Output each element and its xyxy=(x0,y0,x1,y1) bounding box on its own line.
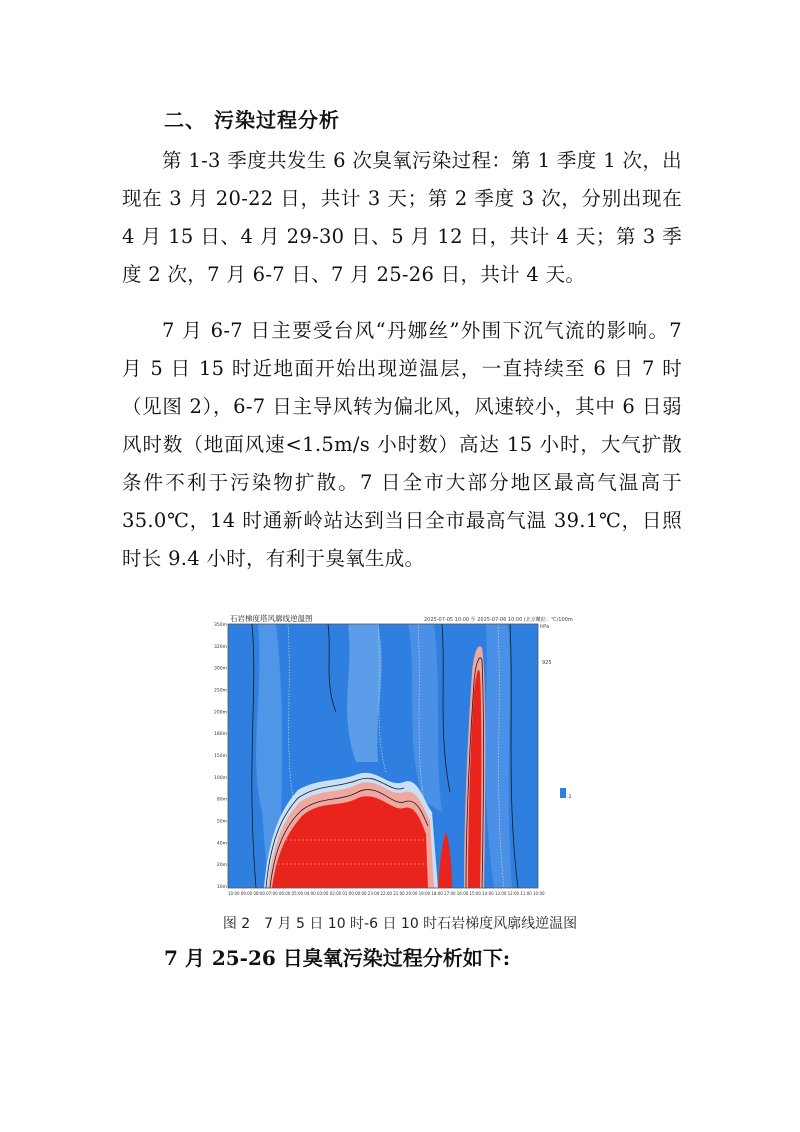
y-tick-label: 350m xyxy=(214,623,227,628)
x-tick-label: 08:00 xyxy=(253,891,265,896)
x-tick-label: 17:00 xyxy=(444,891,456,896)
section-heading: 二、 污染过程分析 xyxy=(164,108,340,132)
x-tick-label: 14:00 xyxy=(482,891,494,896)
plot-area xyxy=(228,624,538,888)
x-axis xyxy=(228,891,545,896)
y-tick-label: 100m xyxy=(214,775,227,781)
x-tick-label: 01:00 xyxy=(342,891,354,896)
y-tick-label: 50m xyxy=(216,819,227,825)
legend-label: -2 xyxy=(567,795,572,800)
x-tick-label: 18:00 xyxy=(431,891,443,896)
y-tick-label: 80m xyxy=(216,797,227,803)
x-tick-label: 13:00 xyxy=(494,891,507,896)
x-tick-label: 23:00 xyxy=(367,891,380,896)
y-tick-label: 320m xyxy=(214,644,227,650)
figure-caption: 图 2 7 月 5 日 10 时-6 日 10 时石岩梯度风廓线逆温图 xyxy=(222,916,578,932)
x-tick-label: 20:00 xyxy=(405,891,418,896)
x-tick-label: 19:00 xyxy=(418,891,431,896)
paragraph-july-analysis: 7 月 6-7 日主要受台风“丹娜丝”外围下沉气流的影响。7 月 5 日 15 时近地面开始出现逆温层，一直持续至 6 日 7 时（见图 2），6-7 日主导风转为偏北风，风速较小，其中 6 日弱风时数（地面风速<1.5m/s 小时数）高达 15 小时，大气扩散条件不利于污染物扩散。7 日全市大部分地区最高气温高于 35.0℃，14 时通新岭站达到当日全市最高气温 39.1℃，日照时长 9.4 小时，有利于臭氧生成。 xyxy=(122,319,682,570)
x-tick-label: 03:00 xyxy=(316,891,329,896)
x-tick-label: 00:00 xyxy=(355,891,367,896)
x-tick-label: 10:00 xyxy=(533,891,545,896)
x-tick-label: 06:00 xyxy=(278,891,291,896)
figure-unit: 单位：℃/100m xyxy=(536,617,573,623)
figure-title: 石岩梯度塔风廓线逆温图 xyxy=(230,614,313,623)
y-tick-label: 300m xyxy=(214,666,227,672)
figure-time-range: 2025-07-05 10:00 至 2025-07-06 10:00 (北京时) xyxy=(424,617,543,623)
x-tick-label: 16:00 xyxy=(456,891,469,896)
y-tick-label: 250m xyxy=(214,688,227,694)
y-tick-label: 200m xyxy=(214,710,227,716)
paragraph-pollution-summary: 第 1-3 季度共发生 6 次臭氧污染过程：第 1 季度 1 次，出现在 3 月 20-22 日，共计 3 天；第 2 季度 3 次，分别出现在 4 月 15 日、4 月 29-30 日、5 月 12 日，共计 4 天；第 3 季度 2 次，7 月 6-7 日、7 月 25-26 日，共计 4 天。 xyxy=(122,149,682,286)
sub-heading: 7 月 25-26 日臭氧污染过程分析如下: xyxy=(164,946,511,970)
x-tick-label: 22:00 xyxy=(380,891,393,896)
y-tick-label: 180m xyxy=(214,732,227,738)
y-axis xyxy=(214,622,227,890)
x-tick-label: 10:00 xyxy=(228,891,240,896)
x-tick-label: 04:00 xyxy=(304,891,316,896)
x-tick-label: 12:00 xyxy=(507,891,520,896)
y-tick-label: 10m xyxy=(216,885,227,890)
x-tick-label: 11:00 xyxy=(520,891,532,896)
x-tick-label: 02:00 xyxy=(329,891,342,896)
x-tick-label: 21:00 xyxy=(393,891,405,896)
y-tick-label: 150m xyxy=(214,754,227,759)
x-tick-label: 07:00 xyxy=(266,891,278,896)
x-tick-label: 15:00 xyxy=(469,891,481,896)
pressure-tick: 925 xyxy=(542,660,552,666)
inversion-figure xyxy=(214,612,576,904)
pressure-label: hPa xyxy=(540,624,550,630)
x-tick-label: 05:00 xyxy=(291,891,304,896)
y-tick-label: 40m xyxy=(216,841,227,847)
x-tick-label: 09:00 xyxy=(240,891,253,896)
inversion-chart xyxy=(214,612,576,904)
legend-swatch xyxy=(560,788,566,798)
y-tick-label: 20m xyxy=(216,863,227,869)
